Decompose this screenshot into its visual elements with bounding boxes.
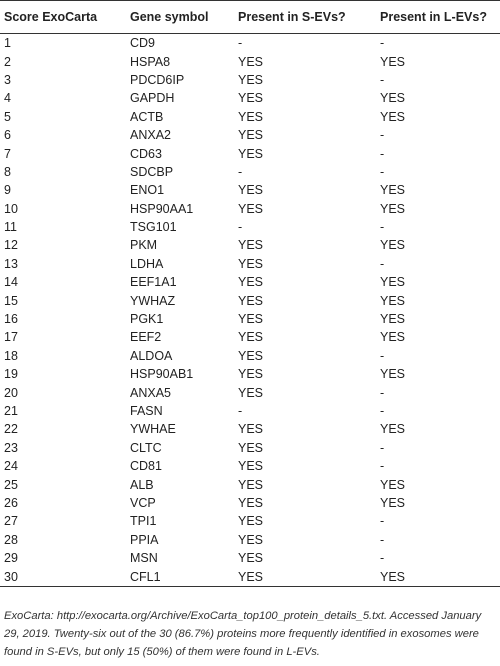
gene-symbol-cell: YWHAE [130,422,176,437]
table-row [0,181,500,199]
s-evs-cell: YES [238,459,264,474]
score-cell: 16 [4,312,18,327]
gene-symbol-cell: CLTC [130,440,162,455]
l-evs-cell: - [380,532,385,547]
l-evs-cell: YES [376,567,500,586]
table-row [0,383,500,401]
score-cell: 4 [4,91,11,106]
column-header-l-evs: Present in L-EVs? [376,1,500,34]
gene-symbol-cell: HSP90AA1 [130,201,194,216]
gene-symbol-cell: GAPDH [130,91,175,106]
gene-symbol-cell: CD9 [130,36,156,51]
score-cell: 19 [4,367,18,382]
gene-symbol-cell: TPI1 [130,514,157,529]
table-row [0,549,500,567]
s-evs-cell: YES [234,567,376,586]
score-cell: 11 [4,220,17,235]
s-evs-cell: YES [238,367,264,382]
table-row [0,108,500,126]
s-evs-cell: YES [238,183,264,198]
l-evs-cell: YES [380,54,406,69]
table-row [0,200,500,218]
table-row [0,52,500,70]
score-cell: 23 [4,440,18,455]
score-cell: 7 [4,146,11,161]
gene-symbol-cell: ACTB [130,109,164,124]
l-evs-cell: YES [380,330,406,345]
table-row [0,457,500,475]
score-cell: 5 [4,109,11,124]
score-cell: 24 [4,459,18,474]
table-row [0,218,500,236]
s-evs-cell: - [238,164,243,179]
table-row [0,402,500,420]
table-row [0,512,500,530]
gene-symbol-cell: CFL1 [126,567,234,586]
gene-symbol-cell: HSP90AB1 [130,367,194,382]
table-row [0,144,500,162]
score-cell: 15 [4,293,18,308]
score-cell: 14 [4,275,18,290]
l-evs-cell: YES [380,91,406,106]
score-cell: 18 [4,348,18,363]
gene-symbol-cell: CD63 [130,146,162,161]
table-body [0,34,500,587]
gene-symbol-cell: ALB [130,477,154,492]
table-footnote: ExoCarta: http://exocarta.org/Archive/ExoCarta_top100_protein_details_5.txt. Accessed January 29, 2019. Twenty-six out of the 30 (86.7%) proteins more frequently identified in exosomes were found in S-EVs, but only 15 (50%) of them were found in L-EVs. [4,610,482,658]
l-evs-cell: - [380,514,385,529]
table-row [0,291,500,309]
l-evs-cell: YES [380,495,406,510]
s-evs-cell: YES [238,330,264,345]
gene-symbol-cell: ANXA5 [130,385,171,400]
gene-symbol-cell: ENO1 [130,183,165,198]
score-cell: 28 [4,532,18,547]
score-cell: 12 [4,238,18,253]
score-cell: 6 [4,128,11,143]
s-evs-cell: YES [238,275,264,290]
s-evs-cell: YES [238,109,264,124]
l-evs-cell: YES [380,367,406,382]
table-row [0,163,500,181]
l-evs-cell: - [380,348,385,363]
s-evs-cell: - [238,220,243,235]
s-evs-cell: - [238,404,243,418]
table-row [0,494,500,512]
score-cell: 1 [4,36,11,51]
l-evs-cell: - [380,440,385,455]
column-header-gene-symbol: Gene symbol [126,1,234,34]
gene-symbol-cell: MSN [130,551,158,566]
table-row [0,310,500,328]
gene-symbol-cell: PKM [130,238,158,253]
l-evs-cell: YES [380,275,406,290]
score-cell: 25 [4,477,18,492]
s-evs-cell: YES [238,238,264,253]
l-evs-cell: - [380,404,385,418]
gene-symbol-cell: PPIA [130,532,159,547]
score-cell: 21 [4,404,18,418]
l-evs-cell: - [380,256,385,271]
l-evs-cell: YES [380,238,406,253]
l-evs-cell: - [380,72,385,87]
gene-symbol-cell: CD81 [130,459,162,474]
table-row [0,567,500,586]
l-evs-cell: - [380,128,385,143]
gene-symbol-cell: ANXA2 [130,128,171,143]
l-evs-cell: - [380,36,385,51]
score-cell: 30 [0,567,126,586]
s-evs-cell: YES [238,422,264,437]
s-evs-cell: YES [238,477,264,492]
score-cell: 9 [4,183,11,198]
gene-symbol-cell: SDCBP [130,164,174,179]
s-evs-cell: YES [238,312,264,327]
l-evs-cell: YES [380,109,406,124]
gene-symbol-cell: VCP [130,495,156,510]
table-row [0,347,500,365]
s-evs-cell: YES [238,201,264,216]
table-row [0,89,500,107]
s-evs-cell: YES [238,532,264,547]
table-row [0,475,500,493]
l-evs-cell: YES [380,422,406,437]
table-row [0,420,500,438]
score-cell: 10 [4,201,18,216]
l-evs-cell: - [380,146,385,161]
gene-symbol-cell: ALDOA [130,348,173,363]
s-evs-cell: YES [238,385,264,400]
gene-symbol-cell: TSG101 [130,220,177,235]
s-evs-cell: YES [238,514,264,529]
score-cell: 27 [4,514,18,529]
l-evs-cell: YES [380,201,406,216]
l-evs-cell: YES [380,312,406,327]
gene-symbol-cell: YWHAZ [130,293,176,308]
score-cell: 20 [4,385,18,400]
gene-symbol-cell: EEF2 [130,330,162,345]
table-row [0,328,500,346]
score-cell: 22 [4,422,18,437]
gene-symbol-cell: EEF1A1 [130,275,177,290]
l-evs-cell: YES [380,183,406,198]
score-cell: 3 [4,72,11,87]
s-evs-cell: YES [238,128,264,143]
s-evs-cell: YES [238,440,264,455]
score-cell: 8 [4,164,11,179]
score-cell: 29 [4,551,18,566]
table-row [0,365,500,383]
table-header-row [0,1,500,34]
l-evs-cell: YES [380,477,406,492]
l-evs-cell: - [380,385,385,400]
l-evs-cell: - [380,164,385,179]
column-header-s-evs: Present in S-EVs? [234,1,376,34]
s-evs-cell: YES [238,91,264,106]
score-cell: 17 [4,330,18,345]
s-evs-cell: YES [238,54,264,69]
table-row [0,255,500,273]
table-row [0,273,500,291]
table-row [0,71,500,89]
l-evs-cell: - [380,551,385,566]
score-cell: 2 [4,54,11,69]
score-cell: 26 [4,495,18,510]
score-cell: 13 [4,256,18,271]
l-evs-cell: YES [380,293,406,308]
l-evs-cell: - [380,220,385,235]
s-evs-cell: YES [238,348,264,363]
table-row [0,126,500,144]
s-evs-cell: YES [238,72,264,87]
gene-symbol-cell: PGK1 [130,312,164,327]
gene-symbol-cell: HSPA8 [130,54,171,69]
table-row [0,34,500,53]
table-row [0,236,500,254]
s-evs-cell: YES [238,256,264,271]
gene-symbol-cell: FASN [130,404,163,418]
gene-symbol-cell: PDCD6IP [130,72,185,87]
s-evs-cell: YES [238,551,264,566]
table-row [0,531,500,549]
s-evs-cell: YES [238,495,264,510]
l-evs-cell: - [380,459,385,474]
gene-symbol-cell: LDHA [130,256,164,271]
s-evs-cell: YES [238,146,264,161]
table-row [0,439,500,457]
column-header-score: Score ExoCarta [0,1,126,34]
s-evs-cell: - [238,36,243,51]
s-evs-cell: YES [238,293,264,308]
